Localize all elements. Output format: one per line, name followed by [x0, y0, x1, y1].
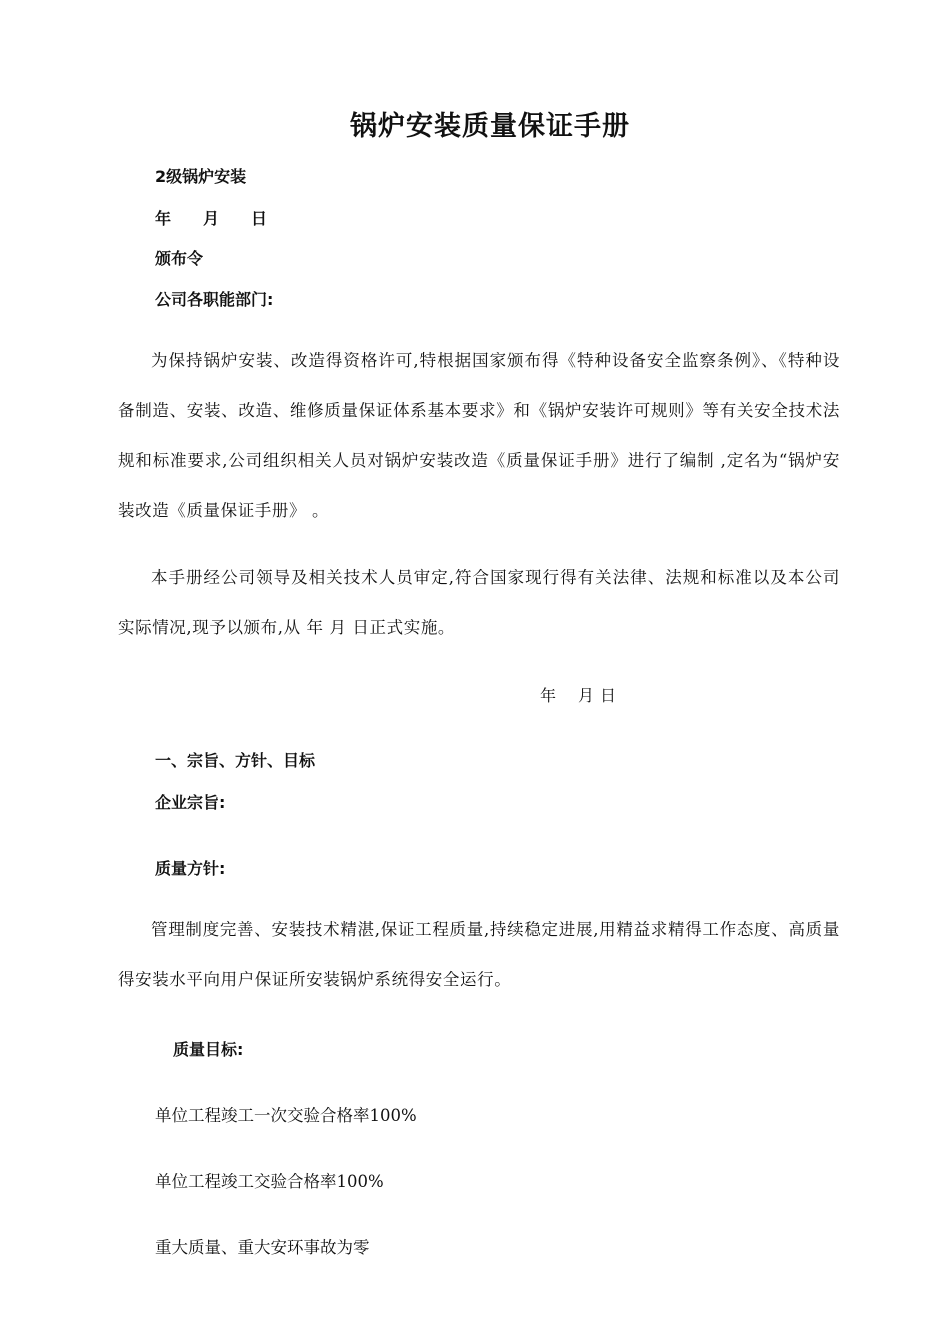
- addressee: 公司各职能部门:: [155, 290, 274, 309]
- section-1-heading: 一、宗旨、方针、目标: [155, 751, 316, 770]
- date-line: [155, 206, 267, 229]
- paragraph-2: 本手册经公司领导及相关技术人员审定,符合国家现行得有关法律、法规和标准以及本公司实际情况,现予以颁布,从 年 月 日正式实施。: [118, 568, 840, 637]
- document-title: 锅炉安装质量保证手册: [350, 111, 630, 142]
- objective-item: 重大质量、重大安环事故为零: [155, 1238, 370, 1257]
- quality-policy-label: 质量方针:: [155, 859, 226, 878]
- date-year: 年: [155, 209, 172, 228]
- quality-policy-text: 管理制度完善、安装技术精湛,保证工程质量,持续稳定进展,用精益求精得工作态度、高质量得安装水平向用户保证所安装锅炉系统得安全运行。: [118, 920, 840, 989]
- signature-year: 年: [540, 686, 557, 705]
- quality-objectives-label: 质量目标:: [173, 1040, 244, 1059]
- decree-heading: 颁布令: [155, 249, 204, 268]
- objective-item: 单位工程竣工交验合格率100%: [155, 1172, 384, 1191]
- subtitle: 2级锅炉安装: [155, 167, 247, 186]
- date-day: 日: [251, 209, 268, 228]
- paragraph-1: 为保持锅炉安装、改造得资格许可,特根据国家颁布得《特种设备安全监察条例》、《特种设备制造、安装、改造、维修质量保证体系基本要求》和《锅炉安装许可规则》等有关安全技术法规和标准要求,公司组织相关人员对锅炉安装改造《质量保证手册》进行了编制 ,定名为“锅炉安装改造《质量保证手册》 。: [118, 351, 840, 520]
- enterprise-purpose-label: 企业宗旨:: [155, 793, 226, 812]
- objective-item: 单位工程竣工一次交验合格率100%: [155, 1106, 417, 1125]
- signature-date: [540, 683, 616, 706]
- date-month: 月: [203, 209, 220, 228]
- signature-day: 日: [600, 686, 617, 705]
- signature-month: 月: [578, 686, 595, 705]
